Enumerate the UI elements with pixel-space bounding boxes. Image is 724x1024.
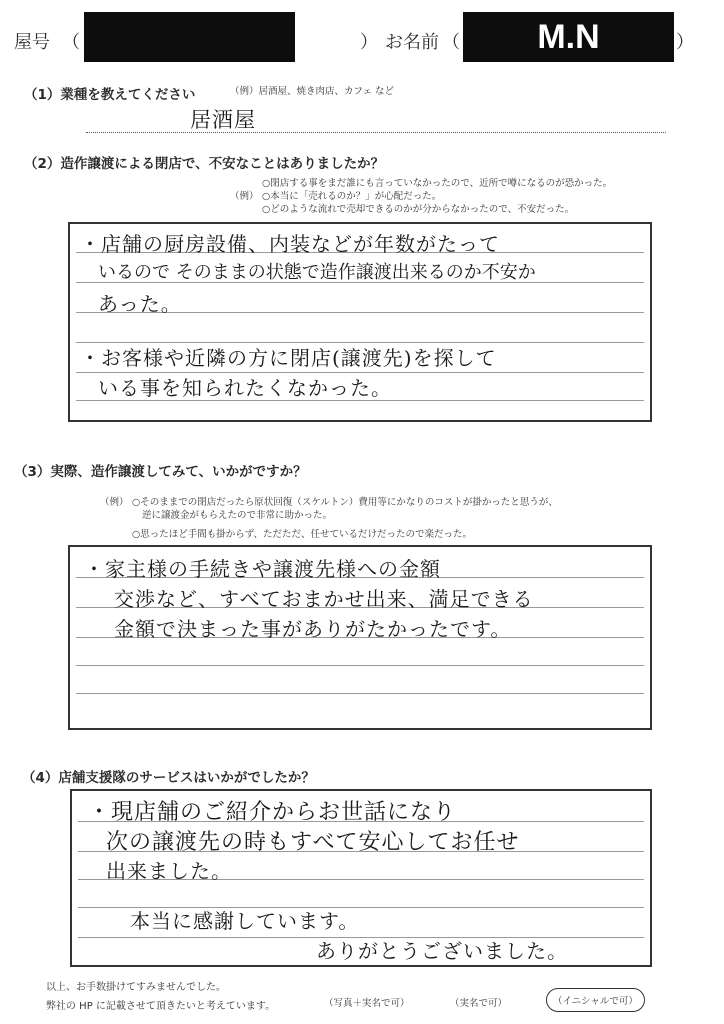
q3-example-tag: （例） [100, 497, 129, 508]
q4-title: （4）店舗支援隊のサービスはいかがでしたか？ [22, 770, 315, 786]
q2-answer-line-2: いるので そのままの状態で造作譲渡出来るのか不安か [98, 262, 536, 283]
q1-title: （1）業種を教えてください [24, 87, 196, 103]
q3-example-2: 逆に譲渡金がもらえたので非常に助かった。 [142, 510, 333, 521]
q2-answer-line-4: ・お客様や近隣の方に閉店(譲渡先)を探して [80, 346, 497, 370]
option-realname[interactable]: （実名で可） [450, 998, 508, 1009]
ruled-line [76, 693, 644, 694]
q2-example-2: ○本当に「売れるのか？」が心配だった。 [262, 191, 442, 202]
q2-answer-line-3: あった。 [98, 292, 182, 316]
q2-example-tag: （例） [230, 191, 259, 202]
shop-name-label: 屋号 [14, 32, 50, 53]
paren-close: ） [360, 32, 378, 53]
q4-answer-box [70, 789, 652, 967]
q3-examples [132, 496, 558, 541]
q1-answer-line [86, 132, 666, 133]
name-label: お名前 [385, 32, 439, 53]
shop-name-redaction [84, 12, 295, 62]
q3-title: （3）実際、造作譲渡してみて、いかがですか？ [14, 464, 307, 480]
q2-example-3: ○どのような流れで売却できるのかが分からなかったので、不安だった。 [262, 204, 575, 215]
q3-answer-line-3: 金額で決まった事がありがたかったです。 [114, 617, 512, 641]
name-value: M.N [463, 12, 674, 62]
q2-title: （2）造作譲渡による閉店で、不安なことはありましたか？ [24, 156, 385, 172]
option-photo-realname[interactable]: （写真＋実名で可） [324, 998, 410, 1009]
q3-example-3: ○思ったほど手間も掛からず、ただただ、任せているだけだったので楽だった。 [132, 529, 473, 540]
q2-example-1: ○閉店する事をまだ誰にも言っていなかったので、近所で噂になるのが恐かった。 [262, 178, 613, 189]
q2-answer-line-1: ・店舗の厨房設備、内装などが年数がたって [80, 232, 500, 256]
footer-line-2: 弊社の HP に記載させて頂きたいと考えています。 [46, 1001, 276, 1012]
q2-examples [262, 177, 612, 216]
paren-open: （ [442, 32, 460, 53]
footer-line-1: 以上、お手数掛けてすみませんでした。 [46, 982, 226, 993]
q1-answer: 居酒屋 [190, 108, 256, 132]
q3-answer-box [68, 545, 652, 730]
q4-answer-line-2: 次の譲渡先の時もすべて安心してお任せ [106, 830, 520, 855]
q3-answer-line-1: ・家主様の手続きや譲渡先様への金額 [84, 557, 441, 581]
q2-answer-line-5: いる事を知られたくなかった。 [98, 376, 392, 400]
q3-answer-line-2: 交渉など、すべておまかせ出来、満足できる [114, 587, 534, 611]
ruled-line [76, 665, 644, 666]
q4-answer-line-1: ・現店舗のご紹介からお世話になり [88, 800, 457, 825]
paren-open: （ [62, 32, 80, 53]
option-initial-selected[interactable]: （イニシャルで可） [546, 988, 645, 1012]
paren-close: ） [676, 32, 694, 53]
q4-answer-line-5: ありがとうございました。 [316, 939, 568, 963]
q4-answer-line-3: 出来ました。 [106, 859, 232, 883]
q3-example-1: ○そのままでの閉店だったら原状回復（スケルトン）費用等にかなりのコストが掛かったと思うが、 [132, 497, 558, 508]
q4-answer-line-4: 本当に感謝しています。 [130, 909, 360, 933]
q1-example: （例）居酒屋、焼き肉店、カフェ など [230, 86, 395, 97]
q2-answer-box [68, 222, 652, 422]
